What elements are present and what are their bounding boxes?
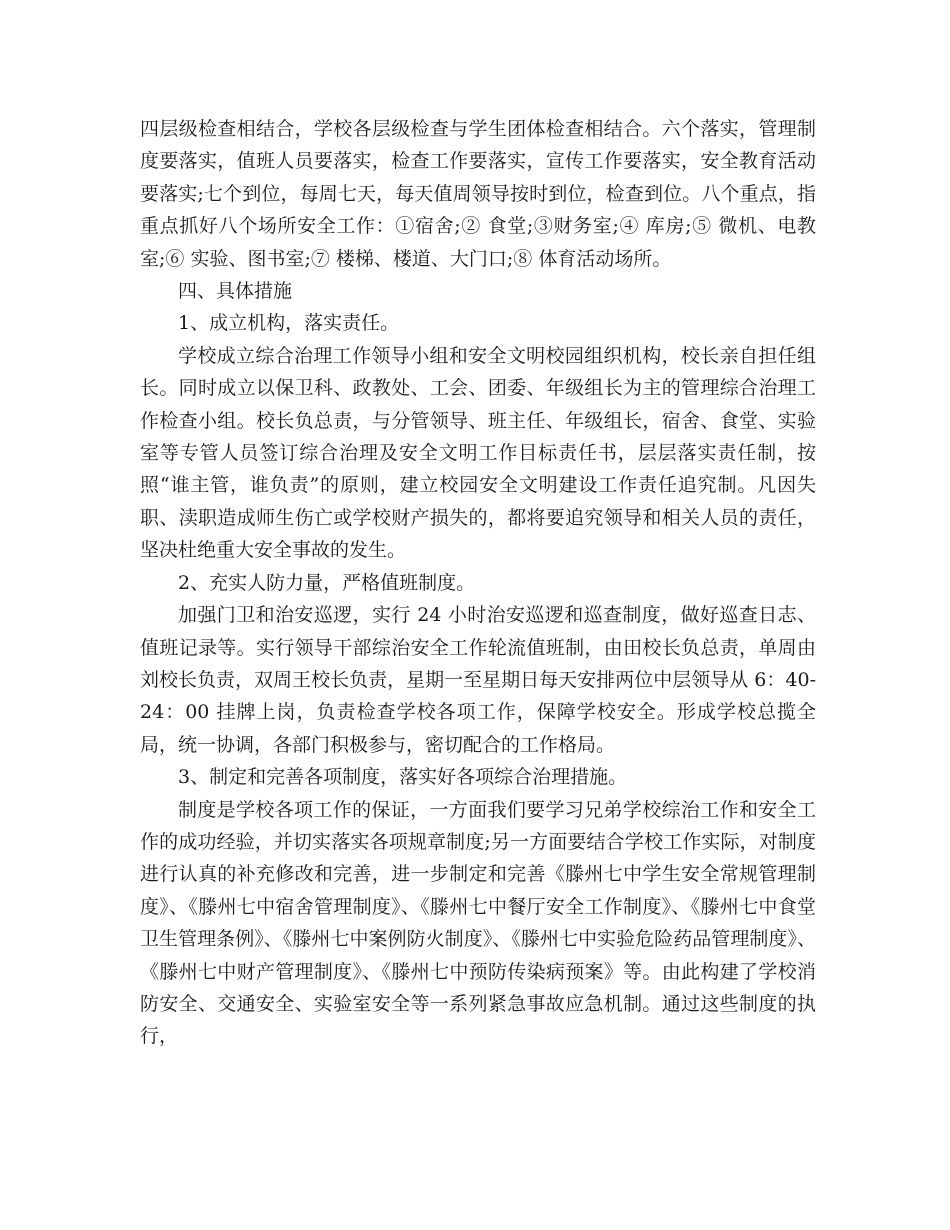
subheading-duty-system: 2、充实人防力量，严格值班制度。 [178, 571, 476, 594]
paragraph-continuation: 四层级检查相结合，学校各层级检查与学生团体检查相结合。六个落实，管理制度要落实，值班人员要落实，检查工作要落实，宣传工作要落实，安全教育活动要落实;七个到位，每周七天，每天值周领导按时到位，检查到位。八个重点，指重点抓好八个场所安全工作：①宿舍;② 食堂;③财务室;④ 库房;⑤ 微机、电教室;⑥ 实验、图书室;⑦ 楼梯、楼道、大门口;⑧ 体育活动场所。 [140, 118, 816, 270]
paragraph-organization: 学校成立综合治理工作领导小组和安全文明校园组织机构，校长亲自担任组长。同时成立以保卫科、政教处、工会、团委、年级组长为主的管理综合治理工作检查小组。校长负总责，与分管领导、班主任、年级组长，宿舍、食堂、实验室等专管人员签订综合治理及安全文明工作目标责任书，层层落实责任制，按照“谁主管，谁负责”的原则，建立校园安全文明建设工作责任追究制。凡因失职、渎职造成师生伤亡或学校财产损失的，都将要追究领导和相关人员的责任，坚决杜绝重大安全事故的发生。 [140, 344, 816, 562]
subheading-regulations: 3、制定和完善各项制度，落实好各项综合治理措施。 [178, 766, 628, 789]
paragraph-regulations: 制度是学校各项工作的保证，一方面我们要学习兄弟学校综治工作和安全工作的成功经验，并切实落实各项规章制度;另一方面要结合学校工作实际，对制度进行认真的补充修改和完善，进一步制定和完善《滕州七中学生安全常规管理制度》、《滕州七中宿舍管理制度》、《滕州七中餐厅安全工作制度》、《滕州七中食堂卫生管理条例》、《滕州七中案例防火制度》、《滕州七中实验危险药品管理制度》、《滕州七中财产管理制度》、《滕州七中预防传染病预案》等。由此构建了学校消防安全、交通安全、实验室安全等一系列紧急事故应急机制。通过这些制度的执行， [140, 798, 816, 1048]
paragraph-duty-system: 加强门卫和治安巡逻，实行 24 小时治安巡逻和巡查制度，做好巡查日志、值班记录等。实行领导干部综治安全工作轮流值班制，由田校长负总责，单周由刘校长负责，双周王校长负责，星期一至星期日每天安排两位中层领导从 6：40-24：00 挂牌上岗，负责检查学校各项工作，保障学校安全。形成学校总揽全局，统一协调，各部门积极参与，密切配合的工作格局。 [140, 604, 816, 756]
subheading-organization: 1、成立机构，落实责任。 [178, 312, 400, 335]
section-heading-measures: 四、具体措施 [178, 280, 293, 303]
document-body [140, 113, 816, 1053]
